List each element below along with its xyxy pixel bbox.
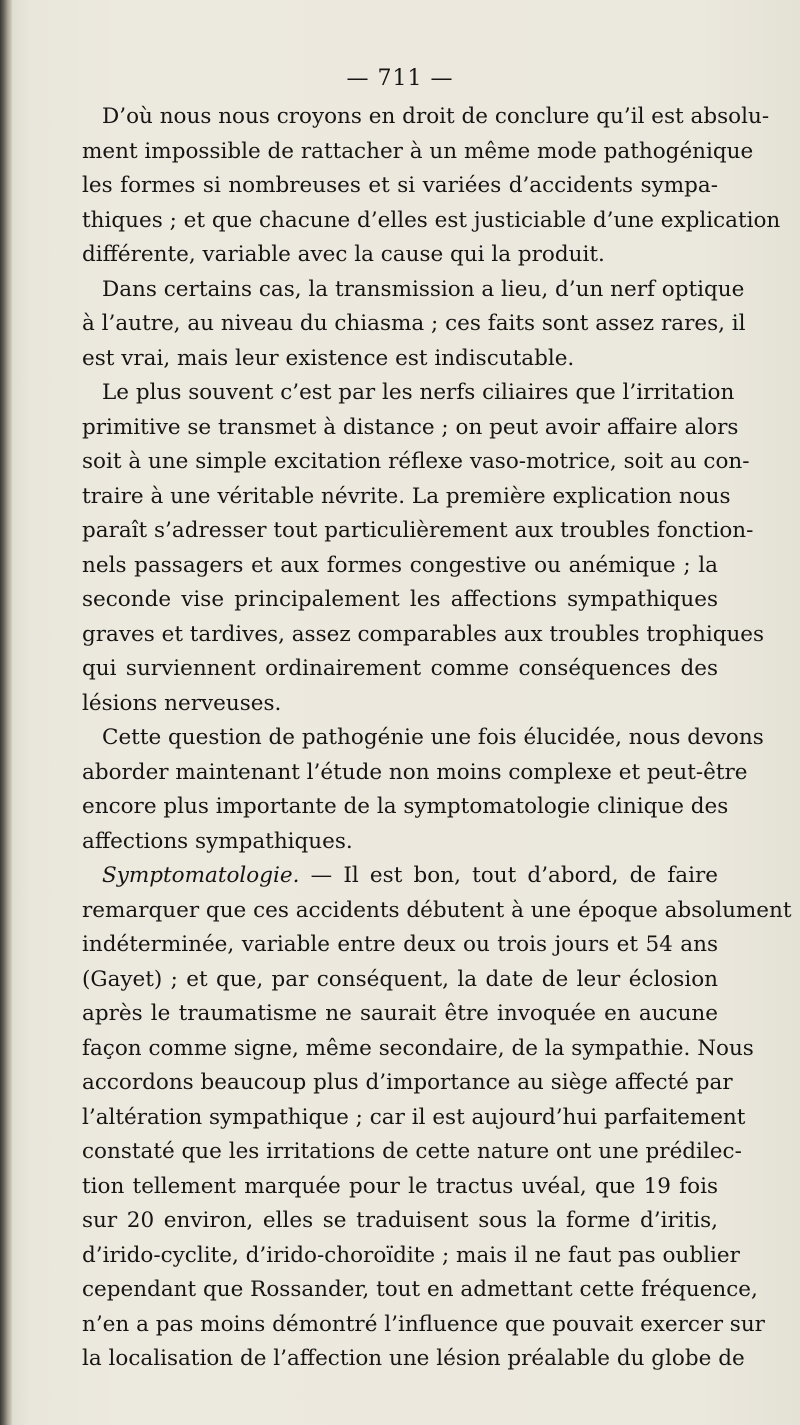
text-line-content: façon comme signe, même secondaire, de la sympathie. Nous	[82, 1035, 754, 1061]
text-line	[82, 1066, 733, 1101]
text-line-content: lésions nerveuses.	[82, 690, 282, 716]
text-line	[82, 376, 735, 411]
body-text	[82, 100, 792, 1377]
text-line-content: graves et tardives, assez comparables aux troubles trophiques	[82, 621, 765, 647]
text-line-content: — Il est bon, tout d’abord, de faire	[299, 863, 718, 888]
text-line	[82, 652, 718, 687]
section-heading-italic: Symptomatologie.	[102, 863, 300, 888]
text-line	[82, 273, 745, 308]
text-line-content: différente, variable avec la cause qui la produit.	[82, 242, 605, 267]
text-line	[82, 1308, 765, 1343]
text-line-content: constaté que les irritations de cette nature ont une prédilec-	[82, 1139, 742, 1164]
text-line-content: encore plus importante de la symptomatologie clinique des	[82, 794, 729, 819]
text-line	[82, 480, 731, 515]
text-line	[82, 1135, 742, 1170]
text-line	[82, 1101, 746, 1136]
text-line-content: à l’autre, au niveau du chiasma ; ces faits sont assez rares, il	[82, 311, 746, 336]
text-line	[82, 583, 718, 618]
text-line-content: l’altération sympathique ; car il est aujourd’hui parfaitement	[82, 1104, 746, 1130]
text-line-content: affections sympathiques.	[82, 828, 353, 854]
text-line	[82, 204, 781, 239]
text-line	[82, 790, 729, 825]
text-line	[82, 928, 718, 963]
text-line	[82, 514, 754, 549]
text-line-content: indéterminée, variable entre deux ou trois jours et 54 ans	[82, 932, 718, 957]
text-line	[82, 411, 739, 446]
text-line	[82, 859, 718, 894]
text-line	[82, 100, 770, 135]
text-line	[82, 1032, 754, 1067]
text-line	[82, 687, 718, 722]
page-number: — 711 —	[346, 66, 454, 91]
text-line	[82, 445, 750, 480]
text-line	[82, 1170, 718, 1205]
text-line	[82, 997, 718, 1032]
text-line-content: d’irido-cyclite, d’irido-choroïdite ; mais il ne faut pas oublier	[82, 1242, 740, 1268]
text-line	[82, 238, 718, 273]
text-line-content: est vrai, mais leur existence est indiscutable.	[82, 345, 575, 371]
text-line-content: n’en a pas moins démontré l’influence que pouvait exercer sur	[82, 1311, 765, 1337]
text-line	[82, 618, 765, 653]
text-line	[82, 1204, 718, 1239]
text-line-content: ment impossible de rattacher à un même mode pathogénique	[82, 138, 754, 164]
text-line	[82, 963, 718, 998]
text-line	[82, 1273, 758, 1308]
text-line-content: soit à une simple excitation réflexe vaso-motrice, soit au con-	[82, 449, 750, 474]
text-line-content: Le plus souvent c’est par les nerfs ciliaires que l’irritation	[102, 380, 735, 405]
text-line-content: aborder maintenant l’étude non moins complexe et peut-être	[82, 759, 748, 785]
page-binding-edge	[0, 0, 12, 1425]
text-line	[82, 135, 754, 170]
text-line-content: les formes si nombreuses et si variées d’accidents sympa-	[82, 173, 718, 198]
text-line	[82, 1239, 740, 1274]
text-line-content: (Gayet) ; et que, par conséquent, la date de leur éclosion	[82, 966, 718, 992]
text-line	[82, 721, 764, 756]
text-line-content: la localisation de l’affection une lésion préalable du globe de	[82, 1346, 745, 1371]
text-line-content: remarquer que ces accidents débutent à une époque absolument	[82, 897, 792, 923]
text-line-content: après le traumatisme ne saurait être invoquée en aucune	[82, 1001, 718, 1026]
text-line-content: traire à une véritable névrite. La première explication nous	[82, 483, 731, 509]
text-line	[82, 169, 718, 204]
text-line-content: Cette question de pathogénie une fois élucidée, nous devons	[102, 725, 764, 750]
text-line-content: nels passagers et aux formes congestive ou anémique ; la	[82, 552, 718, 578]
text-line-content: D’où nous nous croyons en droit de conclure qu’il est absolu-	[102, 104, 770, 129]
text-line-content: cependant que Rossander, tout en admettant cette fréquence,	[82, 1277, 758, 1302]
text-line-content: accordons beaucoup plus d’importance au siège affecté par	[82, 1070, 733, 1095]
text-line	[82, 756, 748, 791]
text-line	[82, 1342, 745, 1377]
text-line-content: paraît s’adresser tout particulièrement aux troubles fonction-	[82, 518, 754, 543]
text-line-content: seconde vise principalement les affections sympathiques	[82, 587, 718, 612]
text-line	[82, 307, 746, 342]
text-line-content: qui surviennent ordinairement comme conséquences des	[82, 656, 718, 681]
text-line	[82, 825, 718, 860]
text-line	[82, 894, 792, 929]
text-line-content: thiques ; et que chacune d’elles est justiciable d’une explication	[82, 207, 781, 233]
text-line	[82, 342, 718, 377]
text-line-content: Dans certains cas, la transmission a lieu, d’un nerf optique	[102, 276, 745, 302]
text-line-content: primitive se transmet à distance ; on peut avoir affaire alors	[82, 414, 739, 440]
text-line-content: tion tellement marquée pour le tractus uvéal, que 19 fois	[82, 1173, 718, 1199]
text-line-content: sur 20 environ, elles se traduisent sous la forme d’iritis,	[82, 1208, 718, 1233]
text-line	[82, 549, 718, 584]
